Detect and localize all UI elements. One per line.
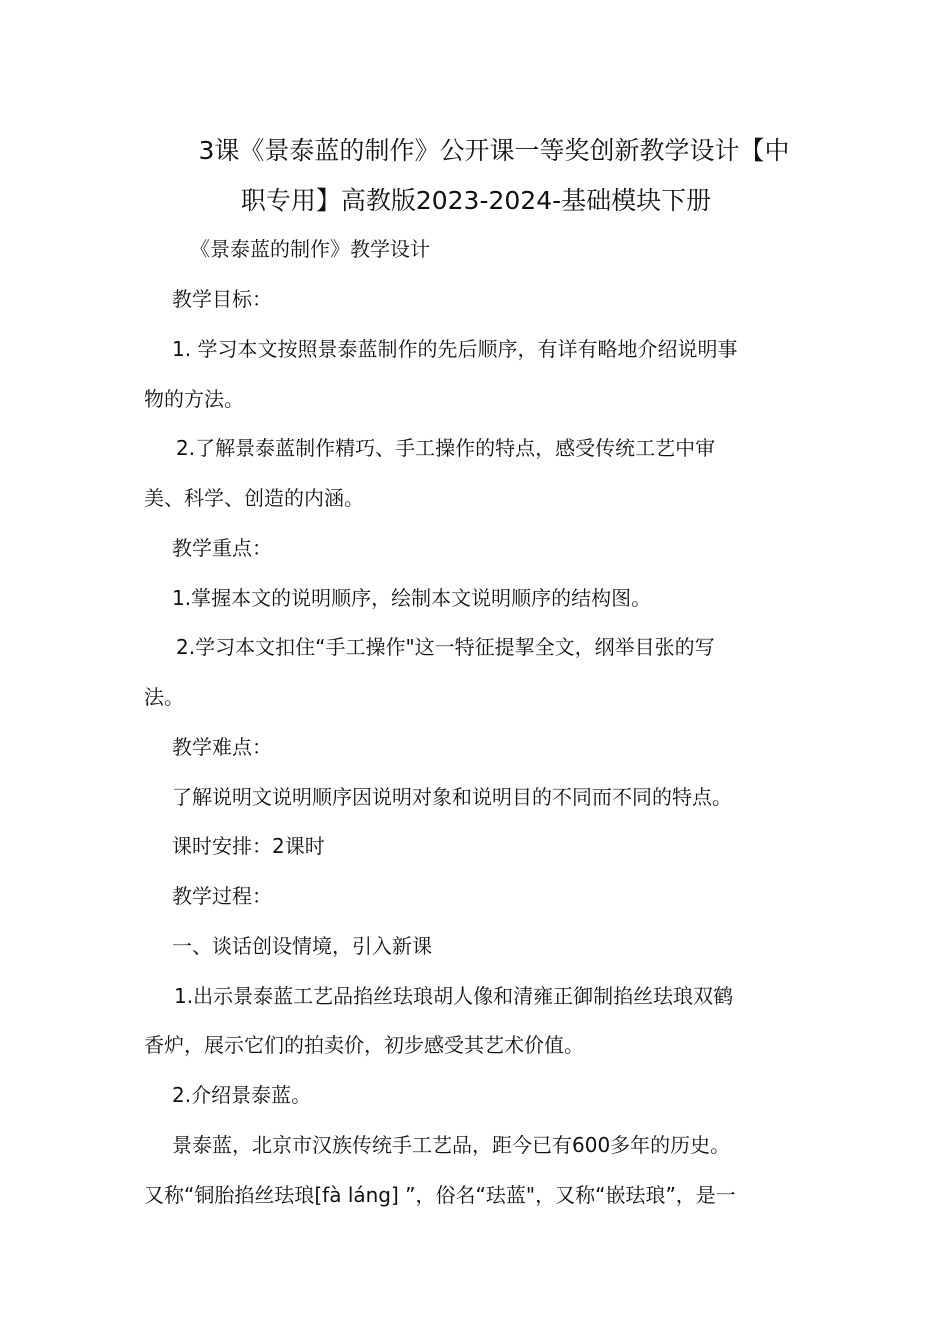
paragraph-line: 美、科学、创造的内涵。 <box>144 486 364 510</box>
paragraph-line: 2.介绍景泰蓝。 <box>172 1083 312 1107</box>
heading-goals: 教学目标： <box>172 287 272 311</box>
paragraph-line: 又称“铜胎掐丝珐琅[fà láng] ”，俗名“珐蓝"，又称“嵌珐琅”，是一 <box>144 1183 736 1207</box>
heading-process: 教学过程： <box>172 884 272 908</box>
paragraph-line: 了解说明文说明顺序因说明对象和说明目的不同而不同的特点。 <box>172 785 732 809</box>
paragraph-line: 1. 学习本文按照景泰蓝制作的先后顺序，有详有略地介绍说明事 <box>172 337 738 361</box>
paragraph-line: 景泰蓝，北京市汉族传统手工艺品，距今已有600多年的历史。 <box>172 1133 731 1157</box>
heading-difficulties: 教学难点： <box>172 735 272 759</box>
section-heading: 一、谈话创设情境，引入新课 <box>172 934 432 958</box>
paragraph-line: 法。 <box>144 685 184 709</box>
heading-key-points: 教学重点： <box>172 536 272 560</box>
document-title-line-1: 3课《景泰蓝的制作》公开课一等奖创新教学设计【中 <box>198 136 790 165</box>
paragraph-line: 2.学习本文扣住“手工操作"这一特征提挈全文，纲举目张的写 <box>176 635 715 659</box>
paragraph-line: 1.掌握本文的说明顺序，绘制本文说明顺序的结构图。 <box>172 586 652 610</box>
paragraph-line: 2.了解景泰蓝制作精巧、手工操作的特点，感受传统工艺中审 <box>176 436 716 460</box>
paragraph-line: 物的方法。 <box>144 387 244 411</box>
paragraph-line: 1.出示景泰蓝工艺品掐丝珐琅胡人像和清雍正御制掐丝珐琅双鹤 <box>174 984 734 1008</box>
paragraph-line: 课时安排：2课时 <box>172 834 325 858</box>
subtitle: 《景泰蓝的制作》教学设计 <box>190 237 430 261</box>
paragraph-line: 香炉，展示它们的拍卖价，初步感受其艺术价值。 <box>144 1033 584 1057</box>
document-title-line-2: 职专用】高教版2023-2024-基础模块下册 <box>240 186 712 215</box>
